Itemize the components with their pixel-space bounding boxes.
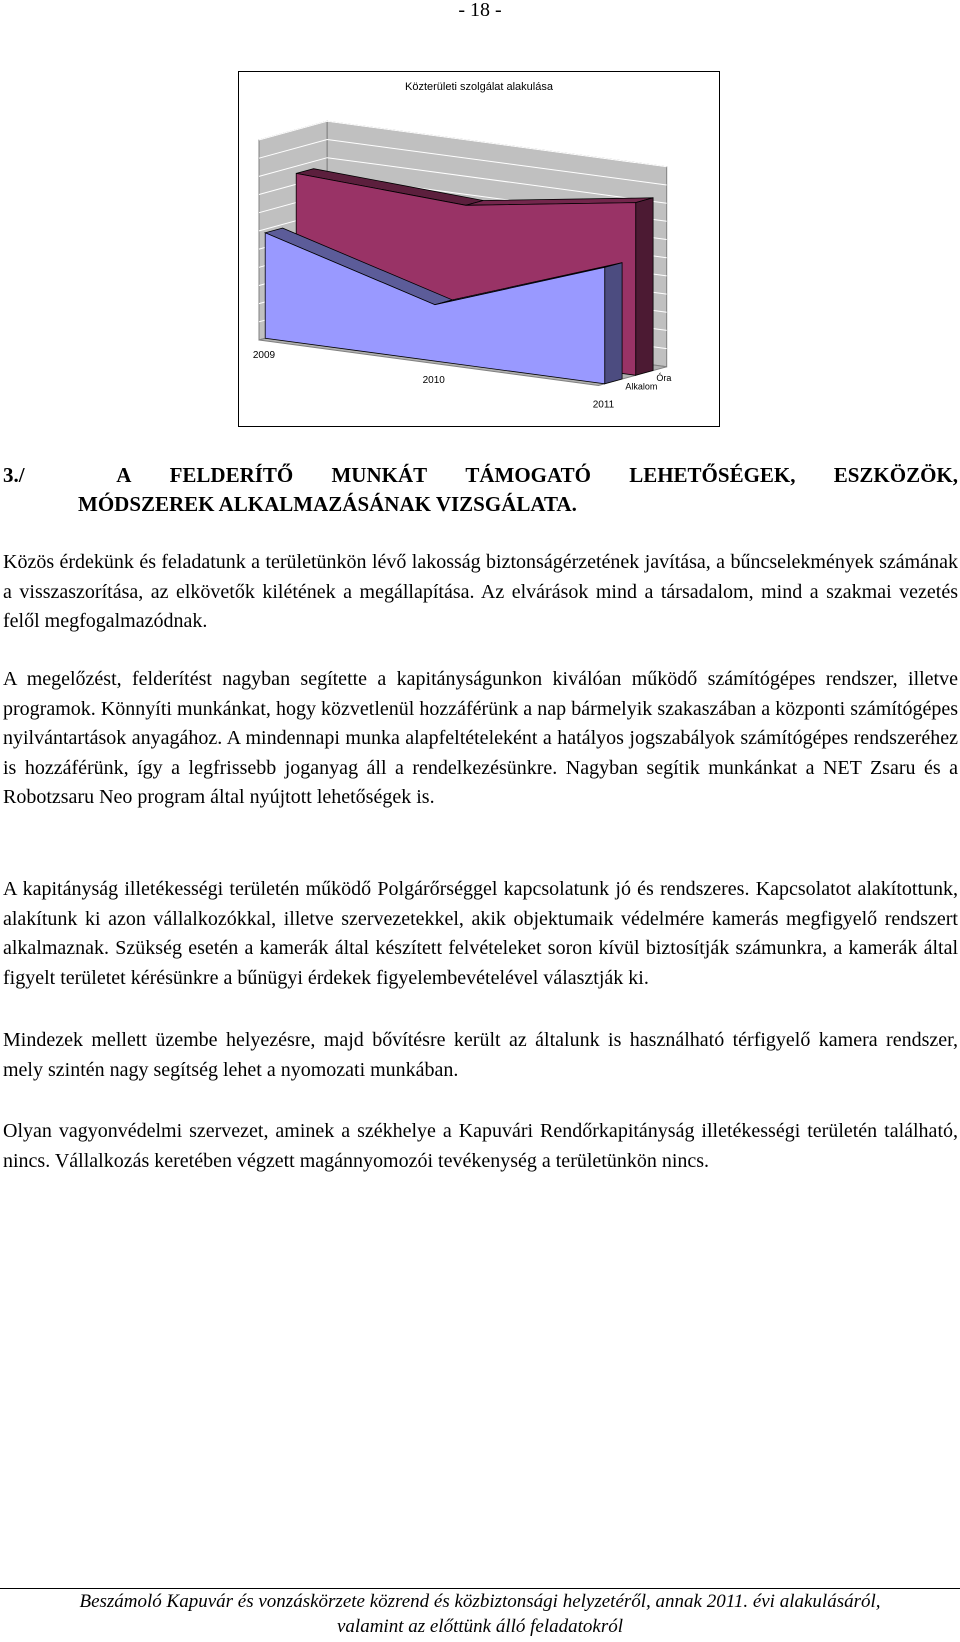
heading-word: LEHETŐSÉGEK, (629, 463, 796, 487)
series-label: Alkalom (625, 381, 658, 392)
x-tick-label: 2009 (252, 350, 276, 361)
chart-canvas (239, 72, 719, 426)
section-heading-line2: MÓDSZEREK ALKALMAZÁSÁNAK VIZSGÁLATA. (78, 492, 577, 516)
paragraph: Mindezek mellett üzembe helyezésre, majd bővítésre került az általunk is használható térfigyelő kamera rendszer, mely szintén nagy segítség lehet a nyomozati munkában. (3, 1029, 958, 1081)
footer-line: Beszámoló Kapuvár és vonzáskörzete közrend és közbiztonsági helyzetéről, annak 2011. évi alakulásáról, (79, 1591, 881, 1612)
section-heading-line1 (3, 461, 958, 490)
x-tick-label: 2011 (592, 399, 615, 411)
paragraph: Közös érdekünk és feladatunk a területünkön lévő lakosság biztonságérzetének javítása, a bűncselekmények számának a visszaszorítása, az elkövetők kilétének a megállapítása. Az elvárások mind a társadalom, mind a szakmai vezetés felől megfogalmazódnak. (3, 551, 958, 632)
page-number: - 18 - (458, 0, 502, 21)
footer-line: valamint az előttünk álló feladatokról (336, 1616, 624, 1637)
x-tick-label: 2010 (422, 374, 445, 386)
heading-word: A (116, 463, 132, 487)
page-footer (0, 1589, 960, 1639)
chart-title: Közterületi szolgálat alakulása (405, 81, 553, 93)
section-number: 3./ (3, 463, 25, 487)
heading-word: MUNKÁT (331, 463, 428, 487)
area-side-face (636, 198, 653, 375)
area-chart-3d (238, 71, 720, 427)
heading-word: ESZKÖZÖK, (833, 463, 958, 487)
paragraph: Olyan vagyonvédelmi szervezet, aminek a székhelye a Kapuvári Rendőrkapitányság illetékességi területén található, nincs. Vállalkozás keretében végzett magánnyomozói tevékenység a területünkön nincs. (3, 1120, 958, 1172)
heading-word: FELDERÍTŐ (169, 463, 294, 487)
area-side-face (605, 263, 622, 384)
section-heading (3, 461, 958, 519)
series-label: Óra (656, 372, 672, 383)
paragraph: A kapitányság illetékességi területén működő Polgárőrséggel kapcsolatunk jó és rendszeres. Kapcsolatot alakítottunk, alakítunk ki azon vállalkozókkal, illetve szervezetekkel, akik objektumaik védelmére kamerás megfigyelő rendszert alkalmaznak. Szükség esetén a kamerák által készített felvételeket soron kívül biztosítják számunkra, a kamerák által figyelt területet kérésünkre a bűnügyi érdekek figyelembevételével választják ki. (3, 878, 958, 989)
heading-word: TÁMOGATÓ (465, 463, 591, 487)
paragraph: A megelőzést, felderítést nagyban segítette a kapitányságunkon kiválóan működő számítógépes rendszer, illetve programok. Könnyíti munkánkat, hogy közvetlenül hozzáférünk a nap bármelyik szakaszában a központi számítógépes nyilvántartások anyagához. A mindennapi munka alapfeltételeként a hatályos jogszabályok számítógépes rendszeréhez is hozzáférünk, így a legfrissebb joganyag áll a rendelkezésünkre. Nagyban segítik munkánkat a NET Zsaru és a Robotzsaru Neo program által nyújtott lehetőségek is. (3, 668, 958, 808)
